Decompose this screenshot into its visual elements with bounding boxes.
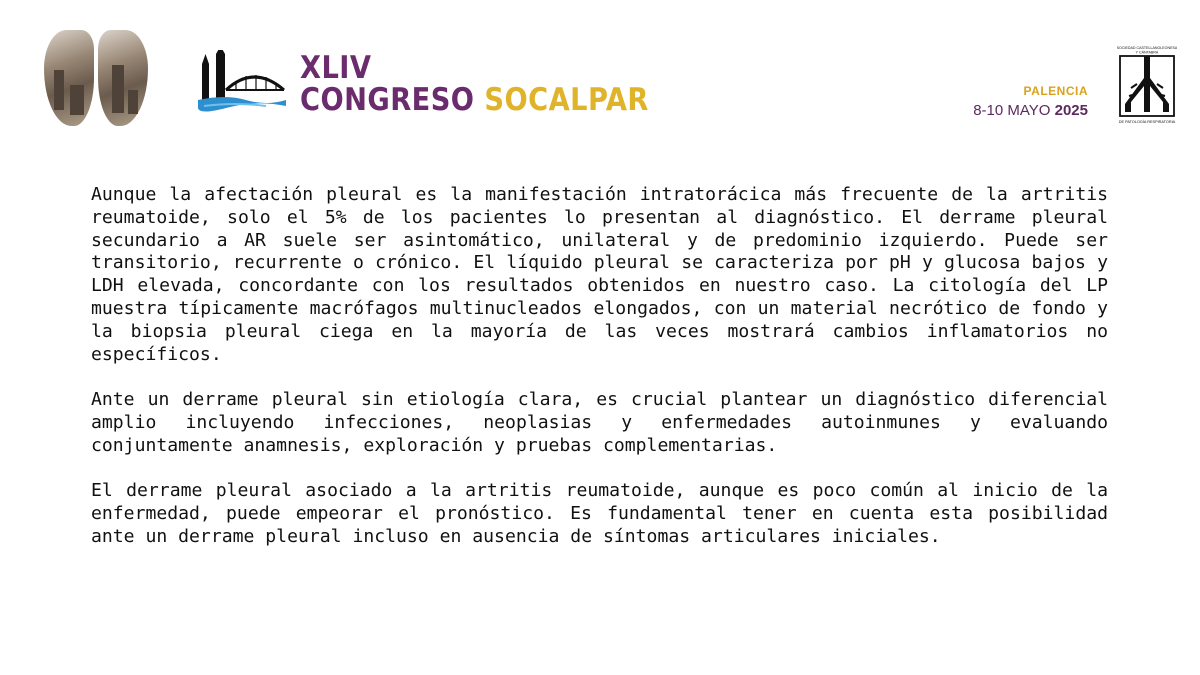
society-name-top2: Y CÁNTABRA: [1135, 50, 1159, 55]
event-location-date: [973, 84, 1088, 119]
congress-word: CONGRESO: [300, 82, 475, 118]
paragraph-diagnostico-diferencial: Ante un derrame pleural sin etiología clara, es crucial plantear un diagnóstico diferencial amplio incluyendo infecciones, neoplasias y enfermedades autoinmunes y evaluando conjuntamente anamnesis, exploración y pruebas complementarias.: [91, 389, 1108, 456]
tower-roof-left: [202, 54, 209, 64]
event-date-range: 8-10 MAYO: [973, 102, 1051, 119]
tower-icon-left: [202, 64, 209, 104]
congress-name: [300, 82, 649, 118]
tower-roof-right: [216, 50, 225, 54]
event-date: [973, 102, 1088, 119]
paragraph-afectacion-pleural: Aunque la afectación pleural es la manifestación intratorácica más frecuente de la artritis reumatoide, solo el 5% de los pacientes lo presentan al diagnóstico. El derrame pleural secundario a AR suele ser asintomático, unilateral y de predominio izquierdo. Puede ser transitorio, recurrente o crónico. El líquido pleural se caracteriza por pH y glucosa bajos y LDH elevada, concordante con los resultados obtenidos en nuestro caso. La citología del LP muestra típicamente macrófagos multinucleados elongados, con un material necrótico de fondo y la biopsia pleural ciega en la mayoría de las veces mostrará cambios inflamatorios no específicos.: [91, 184, 1108, 365]
bridge-arch: [226, 77, 284, 90]
society-name-top1: SOCIEDAD CASTELLANOLEONESA: [1117, 46, 1177, 50]
left-lung-shape: [44, 30, 94, 126]
event-city: PALENCIA: [1023, 84, 1088, 98]
lungs-collage-logo: [40, 22, 152, 130]
slide-content: [91, 184, 1108, 549]
socalpar-word: SOCALPAR: [484, 82, 649, 118]
slide-header: [0, 0, 1200, 150]
tower-icon-right: [216, 54, 225, 104]
congress-title: [300, 50, 649, 118]
society-name-bottom: DE PATOLOGÍA RESPIRATORIA: [1118, 120, 1176, 124]
congress-edition: XLIV: [300, 50, 372, 86]
society-logo: [1117, 44, 1177, 126]
right-lung-shape: [98, 30, 148, 126]
event-year: 2025: [1054, 102, 1088, 119]
bridge-logo: [196, 50, 288, 112]
paragraph-conclusion: El derrame pleural asociado a la artritis reumatoide, aunque es poco común al inicio de la enfermedad, puede empeorar el pronóstico. Es fundamental tener en cuenta esta posibilidad ante un derrame pleural incluso en ausencia de síntomas articulares iniciales.: [91, 480, 1108, 547]
